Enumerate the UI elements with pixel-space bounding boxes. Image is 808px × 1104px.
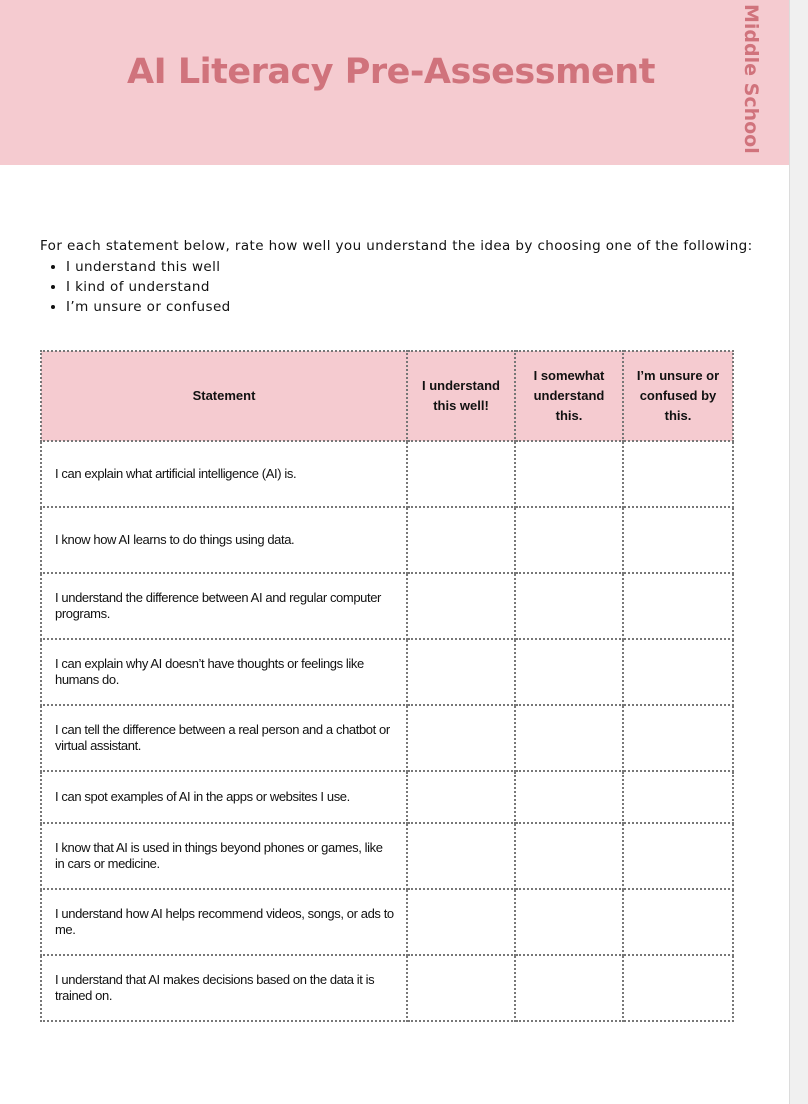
rating-cell-unsure[interactable]: [623, 771, 733, 823]
rating-cell-understand-well[interactable]: [407, 573, 515, 639]
table-header-row: [41, 351, 733, 441]
statement-cell: I can tell the difference between a real person and a chatbot or virtual assistant.: [41, 705, 407, 771]
rating-cell-somewhat[interactable]: [515, 771, 623, 823]
table-row: [41, 441, 733, 507]
statement-cell: I can spot examples of AI in the apps or websites I use.: [41, 771, 407, 823]
table-row: [41, 771, 733, 823]
instructions-text: For each statement below, rate how well you understand the idea by choosing one of the following:: [40, 238, 753, 254]
statement-cell: I know how AI learns to do things using data.: [41, 507, 407, 573]
table-row: [41, 823, 733, 889]
rating-cell-understand-well[interactable]: [407, 771, 515, 823]
rating-cell-unsure[interactable]: [623, 573, 733, 639]
statement-cell: I understand that AI makes decisions based on the data it is trained on.: [41, 955, 407, 1021]
rating-cell-somewhat[interactable]: [515, 955, 623, 1021]
statement-cell: I can explain why AI doesn’t have thoughts or feelings like humans do.: [41, 639, 407, 705]
grade-level-label: Middle School: [740, 4, 762, 154]
table-row: [41, 889, 733, 955]
header-band: [0, 0, 789, 165]
rating-option: • I kind of understand: [66, 277, 760, 297]
rating-cell-unsure[interactable]: [623, 441, 733, 507]
rating-cell-unsure[interactable]: [623, 507, 733, 573]
rating-cell-understand-well[interactable]: [407, 889, 515, 955]
assessment-table: [40, 350, 734, 1022]
table-row: [41, 507, 733, 573]
rating-options-list: [40, 257, 760, 317]
rating-cell-unsure[interactable]: [623, 639, 733, 705]
column-header-somewhat-understand: I somewhat understand this.: [515, 351, 623, 441]
rating-cell-somewhat[interactable]: [515, 823, 623, 889]
rating-cell-understand-well[interactable]: [407, 705, 515, 771]
table-row: [41, 955, 733, 1021]
page-title: AI Literacy Pre-Assessment: [127, 52, 655, 92]
rating-cell-understand-well[interactable]: [407, 823, 515, 889]
rating-cell-understand-well[interactable]: [407, 955, 515, 1021]
instructions: [40, 238, 760, 317]
statement-cell: I know that AI is used in things beyond phones or games, like in cars or medicine.: [41, 823, 407, 889]
rating-cell-unsure[interactable]: [623, 823, 733, 889]
rating-cell-unsure[interactable]: [623, 889, 733, 955]
statement-cell: I understand how AI helps recommend videos, songs, or ads to me.: [41, 889, 407, 955]
rating-cell-understand-well[interactable]: [407, 507, 515, 573]
rating-cell-somewhat[interactable]: [515, 441, 623, 507]
rating-cell-somewhat[interactable]: [515, 639, 623, 705]
column-header-statement: Statement: [41, 351, 407, 441]
rating-option: • I’m unsure or confused: [66, 297, 760, 317]
statement-cell: I can explain what artificial intelligence (AI) is.: [41, 441, 407, 507]
table-row: [41, 705, 733, 771]
rating-cell-understand-well[interactable]: [407, 639, 515, 705]
rating-option: • I understand this well: [66, 257, 760, 277]
rating-cell-somewhat[interactable]: [515, 705, 623, 771]
rating-cell-somewhat[interactable]: [515, 889, 623, 955]
table-row: [41, 573, 733, 639]
column-header-understand-well: I understand this well!: [407, 351, 515, 441]
column-header-unsure: I’m unsure or confused by this.: [623, 351, 733, 441]
rating-cell-unsure[interactable]: [623, 955, 733, 1021]
rating-cell-understand-well[interactable]: [407, 441, 515, 507]
rating-cell-somewhat[interactable]: [515, 507, 623, 573]
rating-cell-somewhat[interactable]: [515, 573, 623, 639]
rating-cell-unsure[interactable]: [623, 705, 733, 771]
viewer-scroll-gutter: [789, 0, 808, 1104]
statement-cell: I understand the difference between AI and regular computer programs.: [41, 573, 407, 639]
table-row: [41, 639, 733, 705]
